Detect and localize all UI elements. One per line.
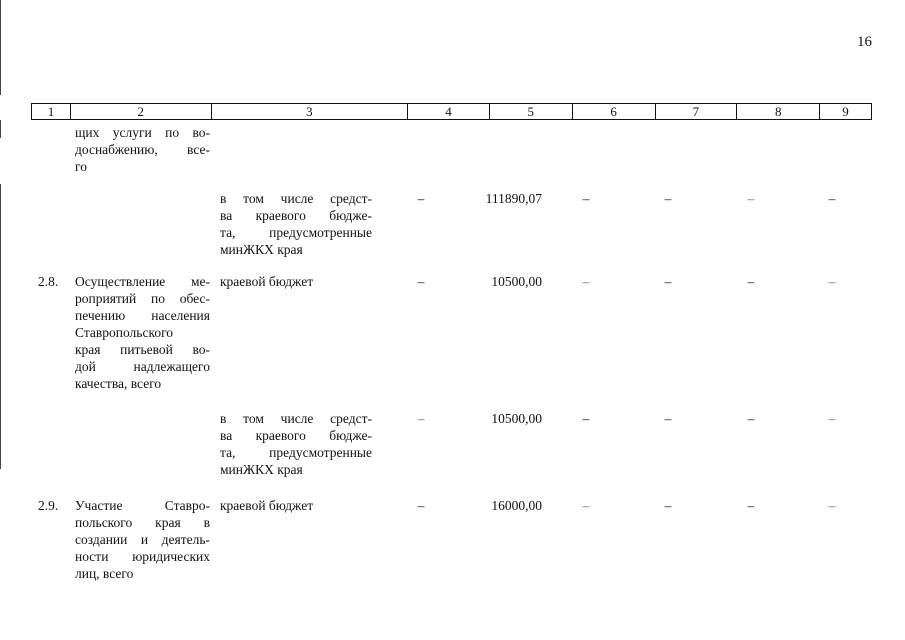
source-line: ва краевого бюдже- (220, 428, 372, 443)
source-line: та, предусмотренные (220, 445, 372, 460)
column-header-9: 9 (842, 104, 849, 119)
name-line: щих услуги по во- (75, 125, 210, 140)
column-header-7: 7 (656, 104, 738, 119)
cell-col-9: – (828, 498, 836, 513)
cell-col-6: – (582, 191, 590, 206)
cell-col-5: 10500,00 (491, 274, 542, 289)
column-header-8: 8 (737, 104, 820, 119)
name-line: ности юридических (75, 549, 210, 564)
name-line: Ставропольского (75, 325, 174, 340)
column-header-6: 6 (573, 104, 656, 119)
cell-col-7: – (664, 411, 672, 426)
name-line: лиц, всего (75, 566, 134, 581)
name-line: польского края в (75, 515, 210, 530)
cell-col-5: 10500,00 (491, 411, 542, 426)
cell-col-6: – (582, 411, 590, 426)
cell-col-6: – (582, 274, 590, 289)
name-line: Участие Ставро- (75, 498, 210, 513)
cell-col-7: – (664, 274, 672, 289)
row-source-cell (220, 497, 372, 514)
source-line: минЖКХ края (220, 242, 303, 257)
row-name-cell (75, 497, 210, 582)
scan-edge-line (0, 0, 1, 95)
cell-col-6: – (582, 498, 590, 513)
column-number-header (31, 103, 872, 120)
row-number: 2.9. (38, 498, 59, 513)
source-line: ва краевого бюдже- (220, 208, 372, 223)
cell-col-7: – (664, 498, 672, 513)
row-name-cell (75, 273, 210, 392)
cell-col-8: – (747, 411, 755, 426)
name-line: создании и деятель- (75, 532, 210, 547)
cell-col-7: – (664, 191, 672, 206)
row-source-cell (220, 410, 372, 478)
name-line: качества, всего (75, 376, 162, 391)
cell-col-8: – (747, 191, 755, 206)
cell-col-8: – (747, 498, 755, 513)
cell-col-9: – (828, 411, 836, 426)
column-header-3: 3 (212, 104, 409, 119)
source-line: в том числе средст- (220, 411, 372, 426)
cell-col-5: 111890,07 (485, 191, 542, 206)
row-name-cell (75, 124, 210, 175)
name-line: дой надлежащего (75, 359, 210, 374)
column-header-4: 4 (408, 104, 490, 119)
cell-col-9: – (828, 191, 836, 206)
column-header-2: 2 (71, 104, 212, 119)
cell-col-9: – (828, 274, 836, 289)
cell-col-4: – (417, 498, 425, 513)
name-line: го (75, 159, 87, 174)
source-line: краевой бюджет (220, 498, 314, 513)
cell-col-4: – (417, 274, 425, 289)
name-line: края питьевой во- (75, 342, 210, 357)
row-source-cell (220, 273, 372, 290)
cell-col-4: – (417, 191, 425, 206)
name-line: печению населения (75, 308, 210, 323)
column-header-1: 1 (32, 104, 71, 119)
cell-col-8: – (747, 274, 755, 289)
column-header-5: 5 (490, 104, 573, 119)
scan-edge-line (0, 184, 1, 469)
name-line: доснабжению, все- (75, 142, 210, 157)
row-source-cell (220, 190, 372, 258)
page-number: 16 (857, 34, 872, 50)
scan-edge-line (0, 120, 1, 138)
source-line: краевой бюджет (220, 274, 314, 289)
cell-col-5: 16000,00 (491, 498, 542, 513)
cell-col-4: – (417, 411, 425, 426)
name-line: Осуществление ме- (75, 274, 210, 289)
source-line: та, предусмотренные (220, 225, 372, 240)
name-line: роприятий по обес- (75, 291, 210, 306)
source-line: минЖКХ края (220, 462, 303, 477)
source-line: в том числе средст- (220, 191, 372, 206)
row-number: 2.8. (38, 274, 59, 289)
